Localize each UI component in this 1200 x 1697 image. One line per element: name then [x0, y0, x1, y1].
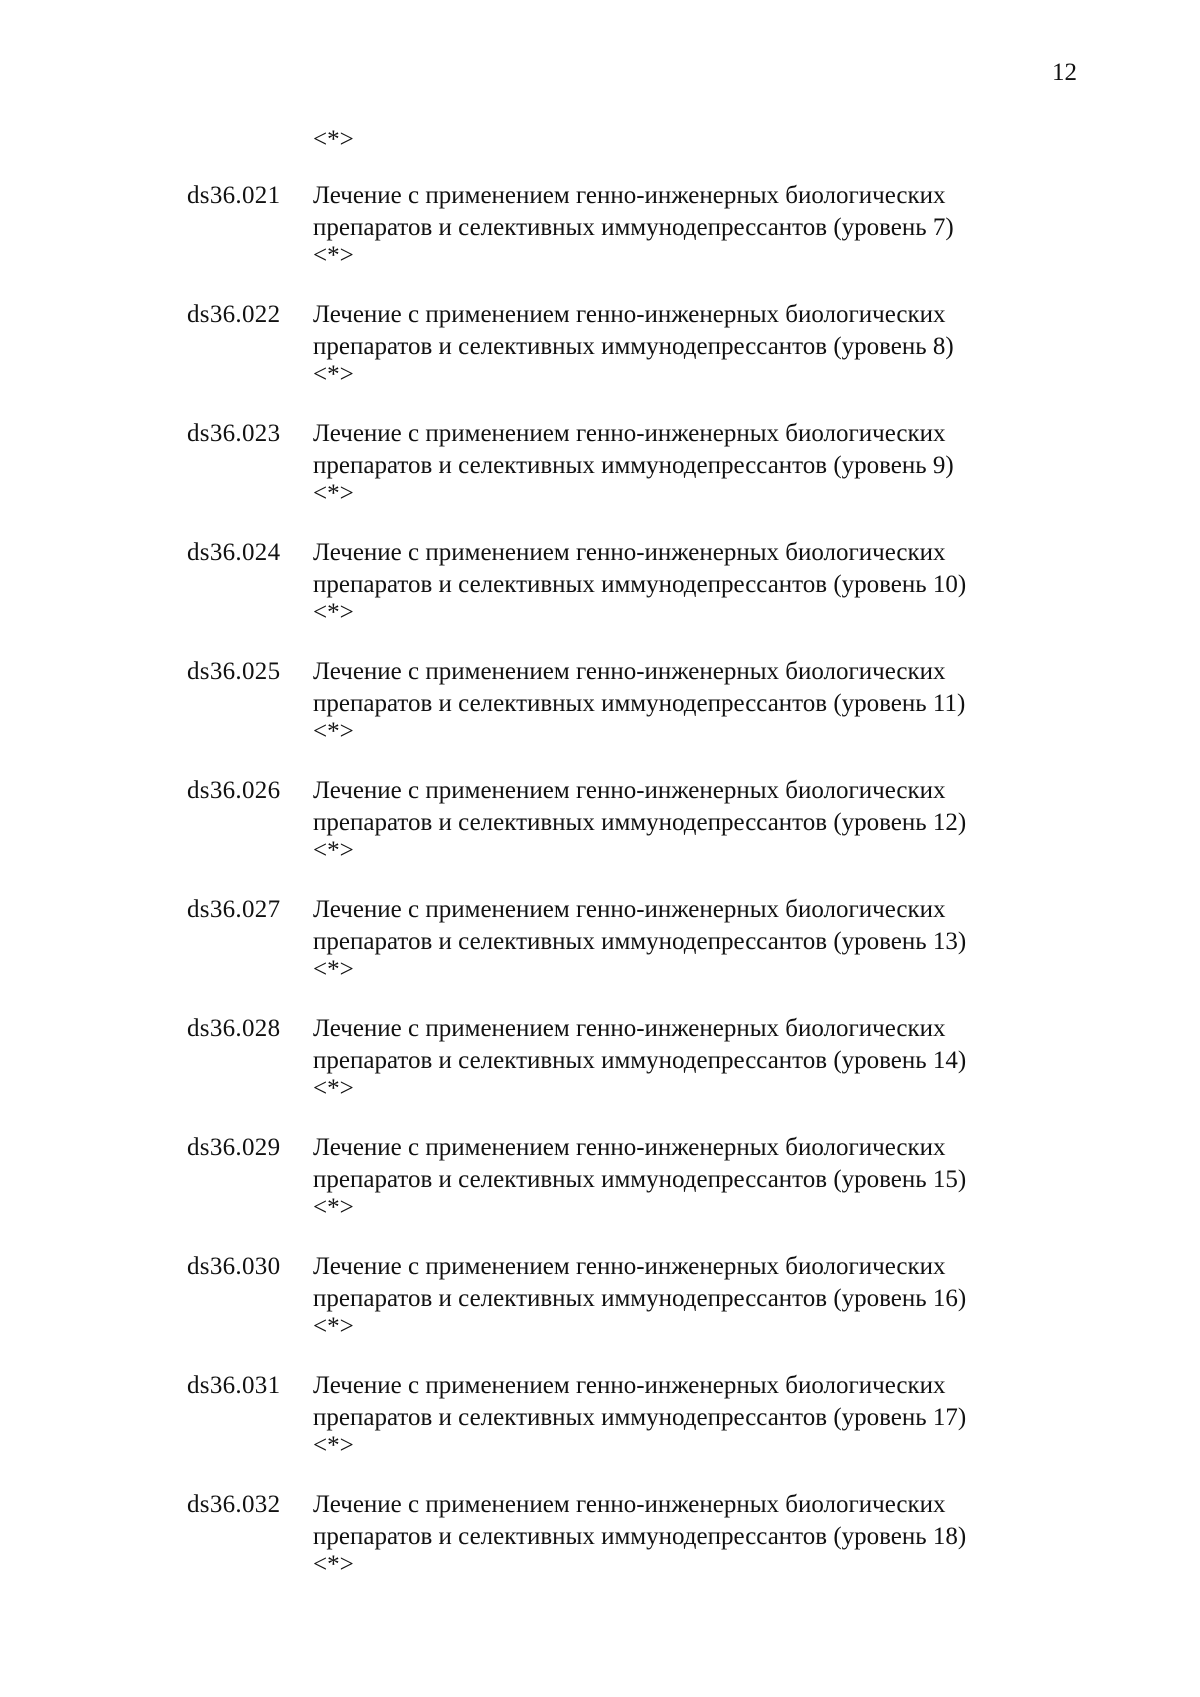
entry-description-line: Лечение с применением генно-инженерных биологических: [313, 420, 946, 447]
footnote-marker: <*>: [313, 1432, 354, 1459]
entry-description-line: препаратов и селективных иммунодепрессантов (уровень 18): [313, 1523, 967, 1550]
footnote-marker: <*>: [313, 361, 354, 388]
entry-description-line: препаратов и селективных иммунодепрессантов (уровень 9): [313, 452, 954, 479]
footnote-marker: <*>: [313, 1551, 354, 1578]
list-item: [0, 1251, 1200, 1370]
footnote-marker: <*>: [313, 956, 354, 983]
entry-description: [313, 299, 1093, 387]
entry-description-line: препаратов и селективных иммунодепрессантов (уровень 14): [313, 1047, 967, 1074]
entry-description-line: Лечение с применением генно-инженерных биологических: [313, 658, 946, 685]
footnote-marker: <*>: [313, 718, 354, 745]
list-item: [0, 180, 1200, 299]
entry-description-line: Лечение с применением генно-инженерных биологических: [313, 1372, 946, 1399]
entry-code: ds36.024: [187, 539, 281, 566]
entry-description: [313, 418, 1093, 506]
entry-description-line: препаратов и селективных иммунодепрессантов (уровень 7): [313, 214, 954, 241]
list-item: [0, 775, 1200, 894]
entry-description-line: Лечение с применением генно-инженерных биологических: [313, 539, 946, 566]
entry-code: ds36.025: [187, 658, 281, 685]
entry-code: ds36.030: [187, 1253, 281, 1280]
entry-description: [313, 537, 1093, 625]
entry-description-line: препаратов и селективных иммунодепрессантов (уровень 10): [313, 571, 967, 598]
list-item: [0, 1489, 1200, 1608]
entry-code: ds36.026: [187, 777, 281, 804]
entry-description: [313, 1013, 1093, 1101]
list-item: [0, 537, 1200, 656]
entry-description: [313, 1489, 1093, 1577]
list-item: [0, 299, 1200, 418]
entry-description: [313, 1370, 1093, 1458]
list-item: [0, 1013, 1200, 1132]
entry-code: ds36.021: [187, 182, 281, 209]
entry-description-line: препаратов и селективных иммунодепрессантов (уровень 13): [313, 928, 967, 955]
footnote-marker: <*>: [313, 1075, 354, 1102]
entry-description-line: Лечение с применением генно-инженерных биологических: [313, 896, 946, 923]
entry-description-line: Лечение с применением генно-инженерных биологических: [313, 1134, 946, 1161]
entry-description: [313, 656, 1093, 744]
list-item: [0, 894, 1200, 1013]
entry-description: [313, 775, 1093, 863]
footnote-marker: <*>: [313, 1313, 354, 1340]
entry-code: ds36.028: [187, 1015, 281, 1042]
footnote-marker: <*>: [313, 242, 354, 269]
entry-description: [313, 1132, 1093, 1220]
entry-description-line: препаратов и селективных иммунодепрессантов (уровень 8): [313, 333, 954, 360]
page-number: 12: [1052, 59, 1077, 86]
entry-code: ds36.027: [187, 896, 281, 923]
entry-description-line: Лечение с применением генно-инженерных биологических: [313, 301, 946, 328]
list-item: [0, 1132, 1200, 1251]
footnote-marker: <*>: [313, 599, 354, 626]
entry-code: ds36.029: [187, 1134, 281, 1161]
entry-description-line: препаратов и селективных иммунодепрессантов (уровень 15): [313, 1166, 967, 1193]
list-item: [0, 1370, 1200, 1489]
entry-code: ds36.032: [187, 1491, 281, 1518]
entry-description-line: Лечение с применением генно-инженерных биологических: [313, 1253, 946, 1280]
entry-list: [0, 180, 1200, 1608]
entry-description-line: Лечение с применением генно-инженерных биологических: [313, 777, 946, 804]
continued-footnote-marker: <*>: [313, 126, 354, 153]
entry-description-line: Лечение с применением генно-инженерных биологических: [313, 182, 946, 209]
entry-description-line: препаратов и селективных иммунодепрессантов (уровень 11): [313, 690, 966, 717]
entry-description-line: препаратов и селективных иммунодепрессантов (уровень 16): [313, 1285, 967, 1312]
entry-description-line: препаратов и селективных иммунодепрессантов (уровень 12): [313, 809, 967, 836]
footnote-marker: <*>: [313, 480, 354, 507]
list-item: [0, 418, 1200, 537]
entry-code: ds36.022: [187, 301, 281, 328]
footnote-marker: <*>: [313, 837, 354, 864]
entry-description-line: препаратов и селективных иммунодепрессантов (уровень 17): [313, 1404, 967, 1431]
entry-code: ds36.031: [187, 1372, 281, 1399]
footnote-marker: <*>: [313, 1194, 354, 1221]
entry-description-line: Лечение с применением генно-инженерных биологических: [313, 1491, 946, 1518]
entry-description: [313, 180, 1093, 268]
entry-description: [313, 894, 1093, 982]
entry-description: [313, 1251, 1093, 1339]
entry-description-line: Лечение с применением генно-инженерных биологических: [313, 1015, 946, 1042]
entry-code: ds36.023: [187, 420, 281, 447]
list-item: [0, 656, 1200, 775]
